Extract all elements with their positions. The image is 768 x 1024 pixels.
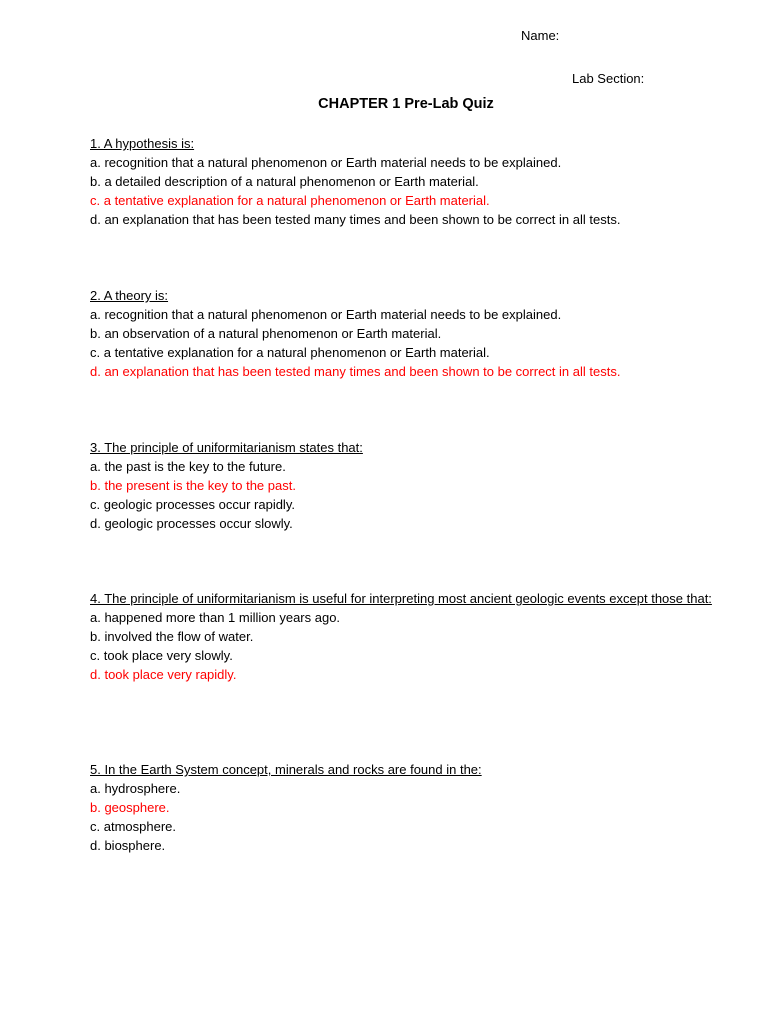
name-field-label: Name:	[521, 28, 560, 43]
question-2	[90, 286, 730, 381]
question-2-option-d: d. an explanation that has been tested many times and been shown to be correct in all tests.	[90, 364, 621, 379]
question-4-option-a: a. happened more than 1 million years ago.	[90, 610, 341, 625]
question-1-option-c: c. a tentative explanation for a natural phenomenon or Earth material.	[90, 193, 490, 208]
question-3-text: 3. The principle of uniformitarianism states that:	[90, 440, 363, 455]
question-4-option-d: d. took place very rapidly.	[90, 667, 237, 682]
question-3	[90, 438, 730, 533]
question-4-text: 4. The principle of uniformitarianism is useful for interpreting most ancient geologic events except those that:	[90, 591, 712, 606]
page-title: CHAPTER 1 Pre-Lab Quiz	[318, 96, 494, 112]
question-5-text: 5. In the Earth System concept, minerals and rocks are found in the:	[90, 762, 482, 777]
question-4-option-c: c. took place very slowly.	[90, 648, 233, 663]
question-5-option-c: c. atmosphere.	[90, 819, 176, 834]
question-1-option-d: d. an explanation that has been tested many times and been shown to be correct in all tests.	[90, 212, 621, 227]
question-3-option-b: b. the present is the key to the past.	[90, 478, 296, 493]
question-2-option-a: a. recognition that a natural phenomenon or Earth material needs to be explained.	[90, 307, 562, 322]
question-5	[90, 760, 730, 855]
question-4	[90, 589, 730, 684]
question-2-option-c: c. a tentative explanation for a natural phenomenon or Earth material.	[90, 345, 490, 360]
lab-section-field-label: Lab Section:	[572, 71, 645, 86]
question-3-option-d: d. geologic processes occur slowly.	[90, 516, 293, 531]
question-5-option-d: d. biosphere.	[90, 838, 166, 853]
question-1-text: 1. A hypothesis is:	[90, 136, 195, 151]
question-5-option-a: a. hydrosphere.	[90, 781, 181, 796]
question-1-option-b: b. a detailed description of a natural phenomenon or Earth material.	[90, 174, 479, 189]
question-5-option-b: b. geosphere.	[90, 800, 170, 815]
question-4-option-b: b. involved the flow of water.	[90, 629, 254, 644]
question-3-option-a: a. the past is the key to the future.	[90, 459, 286, 474]
question-2-option-b: b. an observation of a natural phenomenon or Earth material.	[90, 326, 442, 341]
question-3-option-c: c. geologic processes occur rapidly.	[90, 497, 295, 512]
question-2-text: 2. A theory is:	[90, 288, 169, 303]
question-1-option-a: a. recognition that a natural phenomenon or Earth material needs to be explained.	[90, 155, 562, 170]
question-1	[90, 134, 730, 229]
